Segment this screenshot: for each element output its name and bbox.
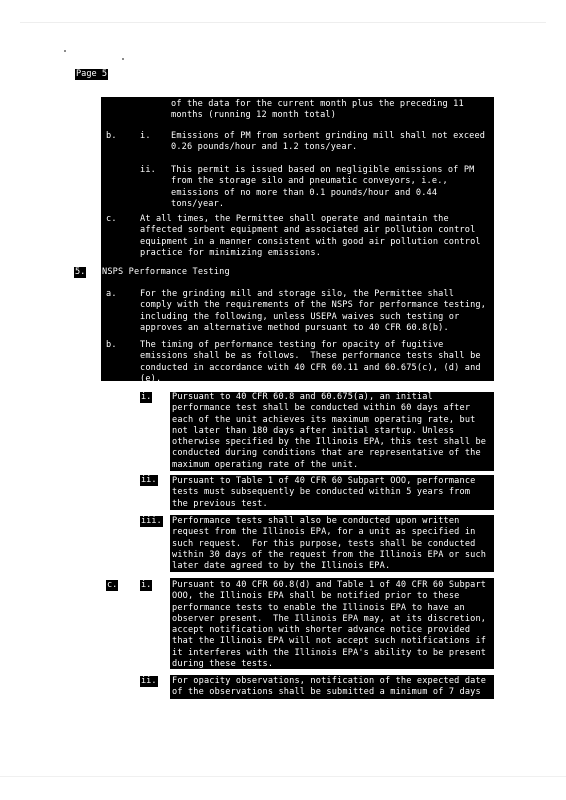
page-header: Page 5 (76, 69, 108, 79)
opacity-timing-text: The timing of performance testing for opacity of fugitive emissions shall be as follows. These performance tests shall be conducted in accordance with 40 CFR 60.11 and 60.675(c), (d) and (e). (140, 340, 481, 384)
scan-speck (122, 58, 124, 60)
nsps-testing-text: For the grinding mill and storage silo, the Permittee shall comply with the requirements of the NSPS for performance testing, including the following, unless USEPA waives such testing or approves an alternative method pursuant to 40 CFR 60.8(b). (140, 289, 487, 333)
section-number: 5. (75, 267, 86, 277)
scan-edge-top (20, 22, 546, 23)
item-marker: c. (106, 214, 117, 224)
sub-item-marker: i. (140, 131, 151, 141)
item-marker: c. (107, 580, 118, 590)
continuation-text: of the data for the current month plus the preceding 11 months (running 12 month total) (171, 99, 464, 121)
item-marker: i. (141, 392, 152, 402)
scan-speck (64, 50, 66, 52)
subsequent-test-text: Pursuant to Table 1 of 40 CFR 60 Subpart OOO, performance tests must subsequently be conducted within 5 years from the previous test. (172, 476, 476, 509)
item-marker: ii. (141, 475, 157, 485)
item-marker: b. (106, 131, 117, 141)
item-marker: a. (106, 289, 117, 299)
emission-limit-text: Emissions of PM from sorbent grinding mill shall not exceed 0.26 pounds/hour and 1.2 tons/year. (171, 131, 486, 153)
negligible-emissions-text: This permit is issued based on negligible emissions of PM from the storage silo and pneumatic conveyors, i.e., emissions of no more than 0.1 pounds/hour and 0.44 tons/year. (171, 165, 475, 209)
item-marker: b. (106, 340, 117, 350)
operation-maintenance-text: At all times, the Permittee shall operate and maintain the affected sorbent equipment and associated air pollution control equipment in a manner consistent with good air pollution control practice for minimizing emissions. (140, 214, 481, 258)
notification-text: Pursuant to 40 CFR 60.8(d) and Table 1 of 40 CFR 60 Subpart OOO, the Illinois EPA shall be notified prior to these performance tests to enable the Illinois EPA to have an observer present. The Illinois EPA may, at its discretion, accept notification with shorter advance notice provided that the Illinois EPA will not accept such notifications if it interferes with the Illinois EPA's ability to be present during these tests. (172, 580, 487, 670)
request-test-text: Performance tests shall also be conducted upon written request from the Illinois EPA, for a unit as specified in such request. For this purpose, tests shall be conducted within 30 days of the request from the Illinois EPA or such later date agreed to by the Illinois EPA. (172, 516, 487, 572)
opacity-notification-text: For opacity observations, notification of the expected date of the observations shall be submitted a minimum of 7 days (172, 676, 487, 698)
section-heading: NSPS Performance Testing (102, 267, 230, 277)
scan-edge-bottom (0, 776, 566, 777)
initial-test-text: Pursuant to 40 CFR 60.8 and 60.675(a), an initial performance test shall be conducted within 60 days after each of the unit achieves its maximum operating rate, but not later than 180 days after initial startup. Unless otherwise specified by the Illinois EPA, this test shall be conducted during conditions that are representative of the maximum operating rate of the unit. (172, 392, 487, 470)
item-marker: iii. (141, 516, 162, 526)
sub-item-marker: ii. (141, 676, 157, 686)
sub-item-marker: ii. (140, 165, 156, 175)
sub-item-marker: i. (141, 580, 152, 590)
